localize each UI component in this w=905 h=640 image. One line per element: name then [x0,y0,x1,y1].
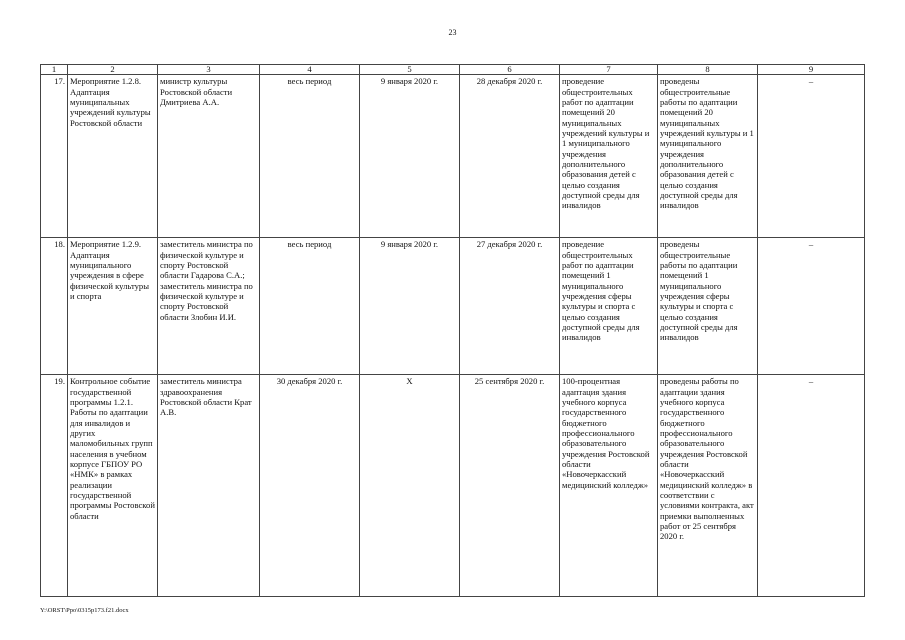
end-date-cell: 27 декабря 2020 г. [460,238,560,375]
column-header: 1 [41,65,68,75]
note-cell: – [758,75,865,238]
planned-result-cell: 100-процентная адаптация здания учебного корпуса государственного бюджетного профессионального образовательного учреждения Ростовской области «Новочеркасский медицинский колледж» [560,375,658,597]
column-header: 3 [158,65,260,75]
event-cell: Контрольное событие государственной программы 1.2.1. Работы по адаптации для инвалидов и других маломобильных групп населения в учебном корпусе ГБПОУ РО «НМК» в рамках реализации государственной программы Ростовской области [68,375,158,597]
table-row [41,375,865,597]
responsible-cell: министр культуры Ростовской области Дмитриева А.А. [158,75,260,238]
column-header: 9 [758,65,865,75]
column-header: 5 [360,65,460,75]
report-table [40,64,865,597]
row-number: 19. [41,375,68,597]
column-number-row [41,65,865,75]
actual-result-cell: проведены общестроительные работы по адаптации помещений 1 муниципального учреждения сферы культуры и спорта с целью создания доступной среды для инвалидов [658,238,758,375]
note-cell: – [758,238,865,375]
actual-result-cell: проведены общестроительные работы по адаптации помещений 20 муниципальных учреждений культуры и 1 муниципального учреждения дополнительного образования детей с целью создания доступной среды для инвалидов [658,75,758,238]
responsible-cell: заместитель министра здравоохранения Ростовской области Крат А.В. [158,375,260,597]
planned-result-cell: проведение общестроительных работ по адаптации помещений 20 муниципальных учреждений культуры и 1 муниципального учреждения дополнительного образования детей с целью создания доступной среды для инвалидов [560,75,658,238]
period-cell: весь период [260,75,360,238]
row-number: 18. [41,238,68,375]
period-cell: весь период [260,238,360,375]
column-header: 6 [460,65,560,75]
start-date-cell: Х [360,375,460,597]
start-date-cell: 9 января 2020 г. [360,238,460,375]
planned-result-cell: проведение общестроительных работ по адаптации помещений 1 муниципального учреждения сферы культуры и спорта с целью создания доступной среды для инвалидов [560,238,658,375]
table-row [41,75,865,238]
page-number: 23 [448,28,457,37]
note-cell: – [758,375,865,597]
column-header: 4 [260,65,360,75]
column-header: 8 [658,65,758,75]
file-path-footer: Y:\ORST\Ppo\0315p173.f21.docx [40,607,129,614]
column-header: 2 [68,65,158,75]
responsible-cell: заместитель министра по физической культуре и спорту Ростовской области Гадарова С.А.; заместитель министра по физической культуре и спорту Ростовской области Злобин И.И. [158,238,260,375]
column-header: 7 [560,65,658,75]
row-number: 17. [41,75,68,238]
start-date-cell: 9 января 2020 г. [360,75,460,238]
table-row [41,238,865,375]
event-cell: Мероприятие 1.2.9. Адаптация муниципального учреждения в сфере физической культуры и спорта [68,238,158,375]
end-date-cell: 25 сентября 2020 г. [460,375,560,597]
end-date-cell: 28 декабря 2020 г. [460,75,560,238]
event-cell: Мероприятие 1.2.8. Адаптация муниципальных учреждений культуры Ростовской области [68,75,158,238]
period-cell: 30 декабря 2020 г. [260,375,360,597]
actual-result-cell: проведены работы по адаптации здания учебного корпуса государственного бюджетного профессионального образовательного учреждения Ростовской области «Новочеркасский медицинский колледж» в соответствии с условиями контракта, акт приемки выполненных работ от 25 сентября 2020 г. [658,375,758,597]
